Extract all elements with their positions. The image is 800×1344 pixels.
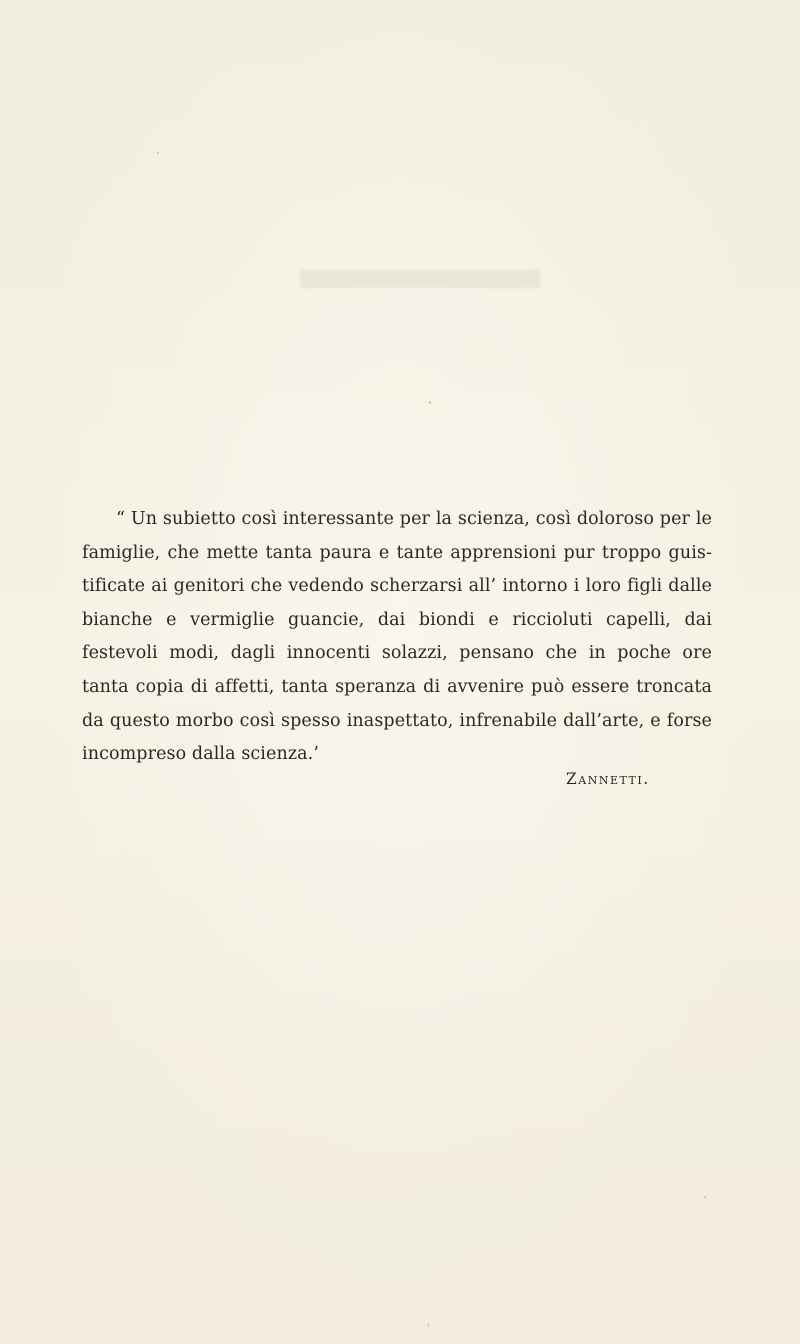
paper-speck: [429, 401, 431, 404]
quote-line-2: famiglie, che mette tanta paura e tante apprensioni pur troppo guis-: [82, 542, 712, 563]
bleed-through-graphic: [300, 250, 540, 310]
quote-line-3: tificate ai genitori che vedendo scherzarsi all’ intorno i loro figli dalle: [82, 576, 712, 597]
quote-line-6: tanta copia di affetti, tanta speranza di avvenire può essere troncata: [82, 676, 712, 697]
quote-line-5: festevoli modi, dagli innocenti solazzi, pensano che in poche ore: [82, 643, 712, 664]
bleed-through-shadow: [300, 250, 540, 310]
quote-line-7: da questo morbo così spesso inaspettato, infrenabile dall’arte, e forse: [82, 710, 712, 731]
quote-attribution: Zannetti.: [566, 770, 650, 788]
quote-line-4: bianche e vermiglie guancie, dai biondi e riccioluti capelli, dai: [82, 609, 712, 630]
paper-speck: [157, 152, 159, 154]
quote-line-1: “ Un subietto così interessante per la scienza, così doloroso per le: [116, 509, 712, 529]
epigraph-quote: [82, 503, 712, 772]
paper-speck: [428, 1323, 429, 1327]
quote-line-8: incompreso dalla scienza.’: [82, 744, 320, 765]
paper-speck: [704, 1196, 706, 1198]
